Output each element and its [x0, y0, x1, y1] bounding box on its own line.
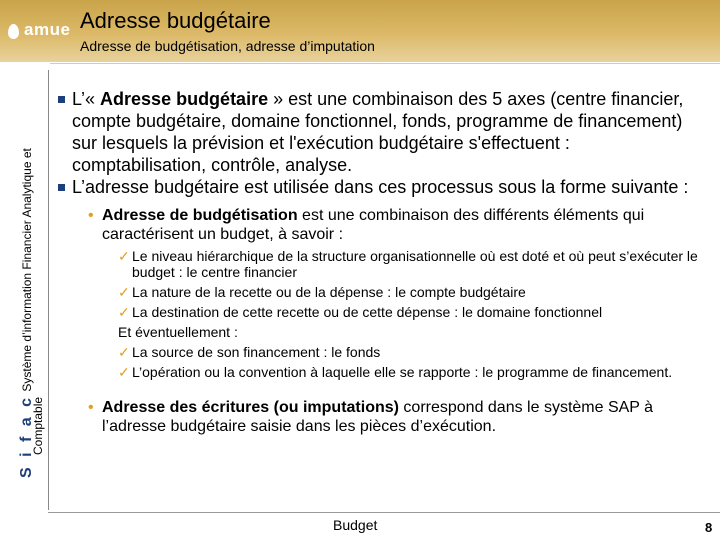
sub-bullet-item — [88, 398, 698, 436]
footer-divider — [48, 512, 720, 513]
sub-bullet-item — [88, 206, 698, 244]
bullet-text: L’adresse budgétaire est utilisée dans ces processus sous la forme suivante : — [72, 177, 689, 197]
square-bullet-icon — [58, 96, 65, 103]
sidebar-line-1: Système d’information Financier Analytique et — [20, 148, 34, 392]
sub-bullet-text: correspond dans le système SAP à l’adresse budgétaire saisie dans les pièces d’exécution. — [102, 399, 654, 435]
bullet-text-prefix: L’« — [72, 89, 101, 109]
drop-icon — [8, 24, 19, 39]
check-item — [118, 284, 698, 300]
check-item — [118, 248, 698, 280]
square-bullet-icon — [58, 184, 65, 191]
slide-body — [58, 88, 698, 436]
check-text: La source de son financement : le fonds — [132, 344, 381, 360]
check-text: L’opération ou la convention à laquelle elle se rapporte : le programme de financement. — [132, 364, 673, 380]
sidebar-caption-2 — [31, 397, 45, 455]
header-divider — [50, 63, 720, 64]
footer-label: Budget — [333, 517, 378, 533]
sub-bullet-bold: Adresse de budgétisation — [102, 207, 298, 224]
check-text: La destination de cette recette ou de cette dépense : le domaine fonctionnel — [132, 304, 603, 320]
checkmark-icon: ✓ — [118, 364, 130, 380]
sub-bullet-bold: Adresse des écritures (ou imputations) — [102, 399, 399, 416]
bullet-text-suffix: » est une combinaison des 5 axes (centre financier, compte budgétaire, domaine fonctionnel, fonds, programme de financement) sur lesquels la prévision et l'exécution budgétaire s'effectuent : comptabilisation, contrôle, analyse. — [72, 89, 684, 175]
sifac-brand: S i f a c — [18, 394, 35, 478]
checkmark-icon: ✓ — [118, 304, 130, 320]
slide-title: Adresse budgétaire — [80, 8, 271, 33]
page-number: 8 — [705, 520, 713, 535]
header-banner — [0, 0, 720, 62]
sidebar-divider — [48, 70, 49, 510]
check-item — [118, 344, 698, 360]
slide-subtitle: Adresse de budgétisation, adresse d’imputation — [80, 38, 375, 54]
sub-bullet-text: est une combinaison des différents éléments qui caractérisent un budget, à savoir : — [102, 207, 645, 243]
checkmark-icon: ✓ — [118, 344, 130, 360]
checkmark-icon: ✓ — [118, 248, 130, 264]
dot-bullet-icon: • — [88, 399, 94, 416]
check-item — [118, 304, 698, 320]
bullet-text-bold: Adresse budgétaire — [100, 89, 269, 109]
amue-logo — [4, 18, 71, 44]
check-text: La nature de la recette ou de la dépense : le compte budgétaire — [132, 284, 526, 300]
bullet-item — [58, 88, 698, 176]
sidebar-line-2: Comptable — [31, 396, 45, 455]
dot-bullet-icon: • — [88, 207, 94, 224]
bullet-item — [58, 176, 698, 198]
optional-label: Et éventuellement : — [118, 324, 238, 340]
logo-text: amue — [24, 20, 71, 39]
check-text: Le niveau hiérarchique de la structure organisationnelle où est doté et où peut s’exécuter le budget : le centre financier — [132, 248, 698, 280]
check-item — [118, 364, 698, 380]
checkmark-icon: ✓ — [118, 284, 130, 300]
